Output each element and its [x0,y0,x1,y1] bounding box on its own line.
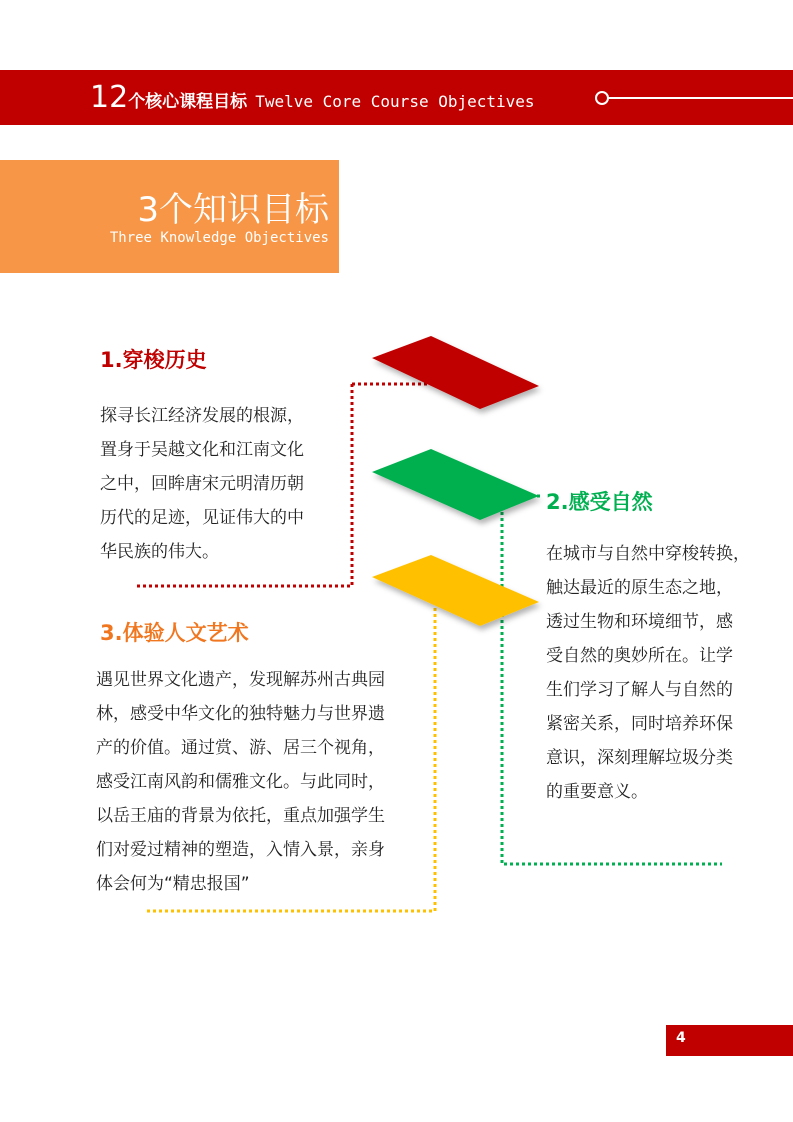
objective-3-line: 以岳王庙的背景为依托，重点加强学生 [96,806,385,826]
objective-1-line: 历代的足迹，见证伟大的中 [100,508,304,528]
objective-3-line: 遇见世界文化遗产，发现解苏州古典园 [96,670,385,690]
objective-3-heading: 3.体验人文艺术 [100,621,249,645]
objective-1-line: 华民族的伟大。 [100,542,219,562]
objective-2-line: 受自然的奥妙所在。让学 [546,646,733,666]
page-number-box [666,1025,793,1056]
objective-1-line: 之中，回眸唐宋元明清历朝 [100,474,304,494]
green-parallelogram-shape [372,449,539,520]
header-number: 12 [90,80,129,115]
header-title-en: Twelve Core Course Objectives [255,92,535,111]
objective-2-line: 在城市与自然中穿梭转换， [546,544,750,564]
objective-3-line: 林，感受中华文化的独特魅力与世界遗 [96,704,385,724]
objective-2-line: 触达最近的原生态之地， [546,578,733,598]
objective-3-body [96,663,426,901]
objective-1-line: 探寻长江经济发展的根源， [100,406,304,426]
objective-2-line: 的重要意义。 [546,782,648,802]
objective-2-heading: 2.感受自然 [546,490,653,514]
objective-3-line: 感受江南风韵和儒雅文化。与此同时， [96,772,385,792]
objective-2-body [546,537,786,809]
red-parallelogram-shape [372,336,539,409]
objective-2-line: 生们学习了解人与自然的 [546,680,733,700]
objective-3-line: 产的价值。通过赏、游、居三个视角， [96,738,385,758]
header-title-cn: 个核心课程目标 [128,92,248,112]
objective-3-line: 们对爱过精神的塑造，入情入景，亲身 [96,840,385,860]
yellow-parallelogram-shape [372,555,539,626]
section-subtitle: Three Knowledge Objectives [109,230,329,246]
section-title: 3个知识目标 [137,190,329,230]
objective-1-body [100,399,340,569]
objective-3-line: 体会何为“精忠报国” [96,874,250,894]
objective-2-line: 紧密关系，同时培养环保 [546,714,733,734]
objective-1-heading: 1.穿梭历史 [100,348,207,372]
page-number: 4 [676,1030,686,1046]
objective-1-line: 置身于吴越文化和江南文化 [100,440,304,460]
objective-2-line: 透过生物和环境细节，感 [546,612,733,632]
objective-2-line: 意识，深刻理解垃圾分类 [546,748,733,768]
